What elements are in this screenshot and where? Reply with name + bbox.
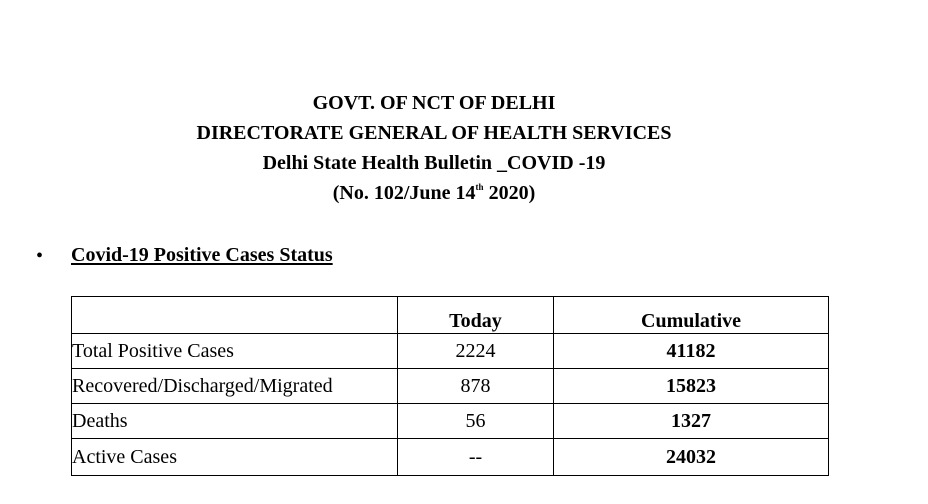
table-row — [72, 369, 829, 404]
row-label: Total Positive Cases — [72, 334, 398, 369]
cumulative-value: 1327 — [554, 404, 829, 439]
bulletin-number-prefix: (No. 102/June 14 — [332, 182, 476, 204]
table-header-blank — [72, 297, 398, 334]
bulletin-date-suffix: th — [475, 182, 484, 192]
today-value: 878 — [398, 369, 554, 404]
bulletin-number-suffix: 2020) — [483, 182, 536, 204]
table-header-row — [72, 297, 829, 334]
table-row — [72, 334, 829, 369]
cumulative-value: 15823 — [554, 369, 829, 404]
today-value: 56 — [398, 404, 554, 439]
cumulative-value: 24032 — [554, 439, 829, 476]
section-title: Covid-19 Positive Cases Status — [71, 244, 333, 266]
today-value: -- — [398, 439, 554, 476]
header-directorate-title: DIRECTORATE GENERAL OF HEALTH SERVICES — [196, 122, 672, 144]
bullet-icon: • — [36, 245, 44, 267]
cases-status-table — [71, 296, 829, 476]
row-label: Recovered/Discharged/Migrated — [72, 369, 398, 404]
row-label: Active Cases — [72, 439, 398, 476]
header-govt-title: GOVT. OF NCT OF DELHI — [312, 92, 556, 114]
header-bulletin-number — [0, 181, 868, 205]
header-bulletin-title: Delhi State Health Bulletin _COVID -19 — [262, 152, 606, 174]
table-row — [72, 439, 829, 476]
today-value: 2224 — [398, 334, 554, 369]
cumulative-value: 41182 — [554, 334, 829, 369]
table-row — [72, 404, 829, 439]
row-label: Deaths — [72, 404, 398, 439]
table-header-today: Today — [398, 297, 554, 334]
table-header-cumulative: Cumulative — [554, 297, 829, 334]
